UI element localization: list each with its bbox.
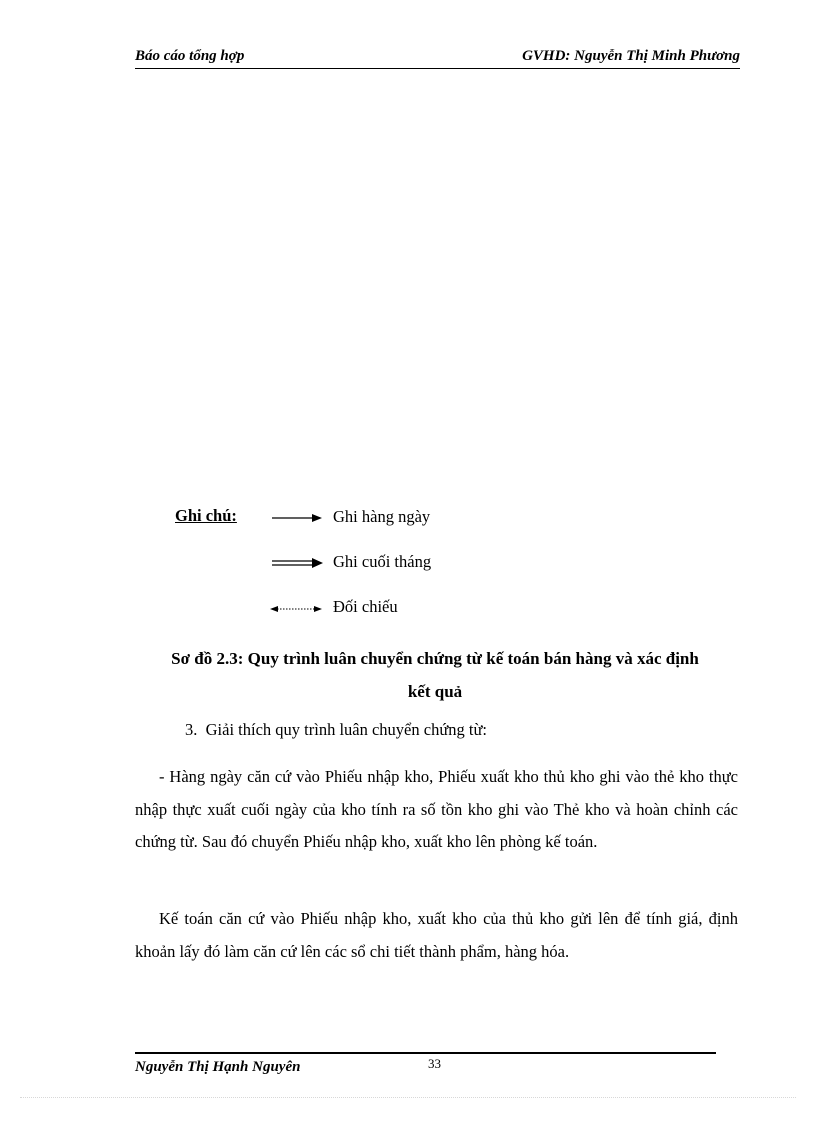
footer-divider <box>135 1052 716 1054</box>
paragraph-2: Kế toán căn cứ vào Phiếu nhập kho, xuất kho của thủ kho gửi lên để tính giá, định khoản lấy đó làm căn cứ lên các sổ chi tiết thành phẩm, hàng hóa. <box>135 909 738 961</box>
caption-line-2: kết quả <box>407 682 463 701</box>
footer-author: Nguyễn Thị Hạnh Nguyên <box>135 1059 301 1075</box>
page-header <box>135 48 740 69</box>
section-title: Giải thích quy trình luân chuyển chứng từ: <box>205 720 487 739</box>
page-number: 33 <box>428 1056 441 1071</box>
legend-label: Ghi chú: <box>175 506 237 525</box>
single-arrow-icon <box>270 507 325 527</box>
dotted-double-headed-arrow-icon <box>270 597 325 617</box>
header-supervisor: GVHD: Nguyễn Thị Minh Phương <box>522 48 740 64</box>
double-arrow-icon <box>270 552 325 572</box>
header-report-title: Báo cáo tổng hợp <box>135 48 245 64</box>
section-number: 3. <box>185 720 198 739</box>
caption-line-1: Sơ đồ 2.3: Quy trình luân chuyển chứng từ kế toán bán hàng và xác định <box>171 649 699 668</box>
figure-caption <box>105 642 765 708</box>
page-bottom-dotted-border <box>20 1097 796 1098</box>
legend-text-daily: Ghi hàng ngày <box>333 507 431 526</box>
legend-text-reconcile: Đối chiếu <box>333 597 398 616</box>
section-heading <box>185 720 487 740</box>
legend-text-monthly: Ghi cuối tháng <box>333 552 432 571</box>
paragraph-1: - Hàng ngày căn cứ vào Phiếu nhập kho, Phiếu xuất kho thủ kho ghi vào thẻ kho thực nhập thực xuất cuối ngày của kho tính ra số tồn kho ghi vào Thẻ kho và hoàn chỉnh các chứng từ. Sau đó chuyển Phiếu nhập kho, xuất kho lên phòng kế toán. <box>135 767 738 851</box>
